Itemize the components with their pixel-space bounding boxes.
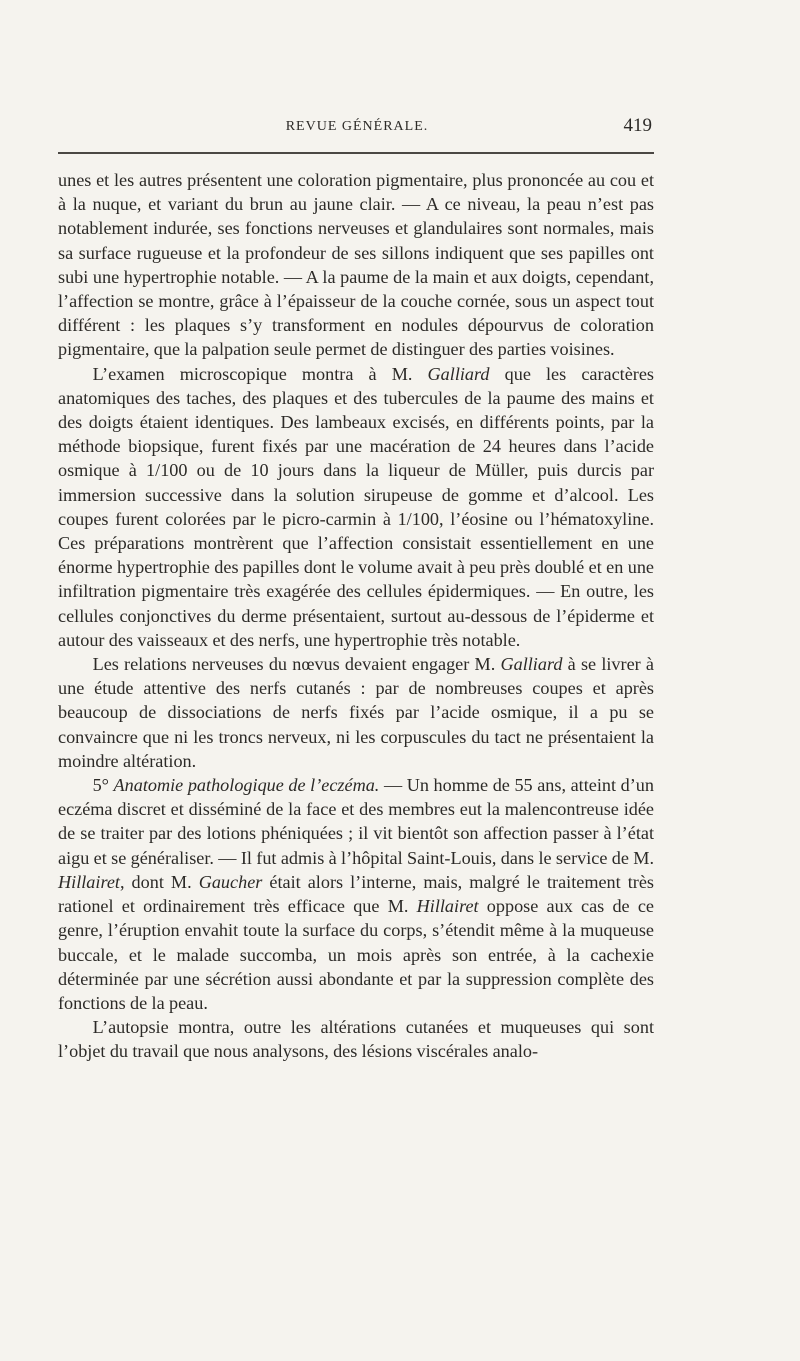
- paragraph-4-text-4: oppose aux cas de ce genre, l’éruption envahit toute la surface du corps, s’étendit même à la muqueuse buccale, et le malade succomba, un mois après son entrée, à la cachexie déterminée par une sécrétion aussi abondante et par la suppression complète des fonctions de la peau.: [58, 896, 654, 1013]
- author-name-hillairet: Hillairet: [58, 871, 120, 892]
- author-name-galliard: Galliard: [427, 363, 490, 384]
- paragraph-4: [58, 773, 654, 1015]
- paragraph-2: [58, 362, 654, 652]
- page-number: 419: [623, 115, 652, 136]
- page-header: [58, 116, 656, 146]
- author-name-gaucher: Gaucher: [198, 871, 263, 892]
- paragraph-4-text-2: , dont M.: [119, 871, 199, 892]
- section-heading: Anatomie pathologique de l’eczéma.: [113, 775, 380, 796]
- paragraph-4-text-3: était alors l’interne, mais, malgré le traitement très rationel et ordinairement très efficace que M.: [58, 871, 655, 917]
- paragraph-2-text-start: L’examen microscopique montra à M.: [92, 363, 428, 384]
- paragraph-3-text-end: à se livrer à une étude attentive des nerfs cutanés : par de nombreuses coupes et après beaucoup de dissociations de nerfs fixés par l’acide osmique, il a pu se convaincre que ni les troncs nerveux, ni les corpuscules du tact ne présentaient la moindre altération.: [58, 654, 654, 771]
- header-rule: [58, 152, 654, 154]
- running-title: REVUE GÉNÉRALE.: [285, 119, 429, 134]
- paragraph-3-text-start: Les relations nerveuses du nœvus devaient engager M.: [92, 654, 501, 675]
- paragraph-2-text-end: que les caractères anatomiques des taches, des plaques et des tubercules de la paume des mains et des doigts étaient identiques. Des lambeaux excisés, en différents points, par la méthode biopsique, furent fixés par une macération de 24 heures dans l’acide osmique à 1/100 ou de 10 jours dans la liqueur de Müller, puis durcis par immersion successive dans la solution sirupeuse de gomme et d’alcool. Les coupes furent colorées par le picro-carmin à 1/100, l’éosine ou l’hématoxyline. Ces préparations montrèrent que l’affection consistait essentiellement en une énorme hypertrophie des papilles dont le volume avait à peu près doublé et en une infiltration pigmentaire très exagérée des cellules épidermiques. — En outre, les cellules conjonctives du derme présentaient, surtout au-dessous de l’épiderme et autour des vaisseaux et des nerfs, une hypertrophie très notable.: [58, 363, 654, 650]
- paragraph-5: L’autopsie montra, outre les altérations cutanées et muqueuses qui sont l’objet du travail que nous analysons, des lésions viscérales analo-: [58, 1017, 654, 1062]
- author-name-galliard-2: Galliard: [500, 654, 563, 675]
- section-number: 5°: [92, 775, 109, 796]
- paragraph-4-text-1: — Un homme de 55 ans, atteint d’un eczéma discret et disséminé de la face et des membres eut la malencontreuse idée de se traiter par des lotions phéniquées ; il vit bientôt son affection passer à l’état aigu et se généraliser. — Il fut admis à l’hôpital Saint-Louis, dans le service de M.: [58, 775, 655, 868]
- paragraph-1: unes et les autres présentent une coloration pigmentaire, plus prononcée au cou et à la nuque, et variant du brun au jaune clair. — A ce niveau, la peau n’est pas notablement indurée, ses fonctions nerveuses et glandulaires sont normales, mais sa surface rugueuse et la profondeur de ses sillons indiquent que ses papilles ont subi une hypertrophie notable. — A la paume de la main et aux doigts, cependant, l’affection se montre, grâce à l’épaisseur de la couche cornée, sous un aspect tout différent : les plaques s’y transforment en nodules dépourvus de coloration pigmentaire, que la palpation seule permet de distinguer des parties voisines.: [58, 170, 654, 360]
- body-text: [58, 168, 654, 1064]
- author-name-hillairet-2: Hillairet: [416, 896, 479, 917]
- paragraph-3: [58, 652, 654, 773]
